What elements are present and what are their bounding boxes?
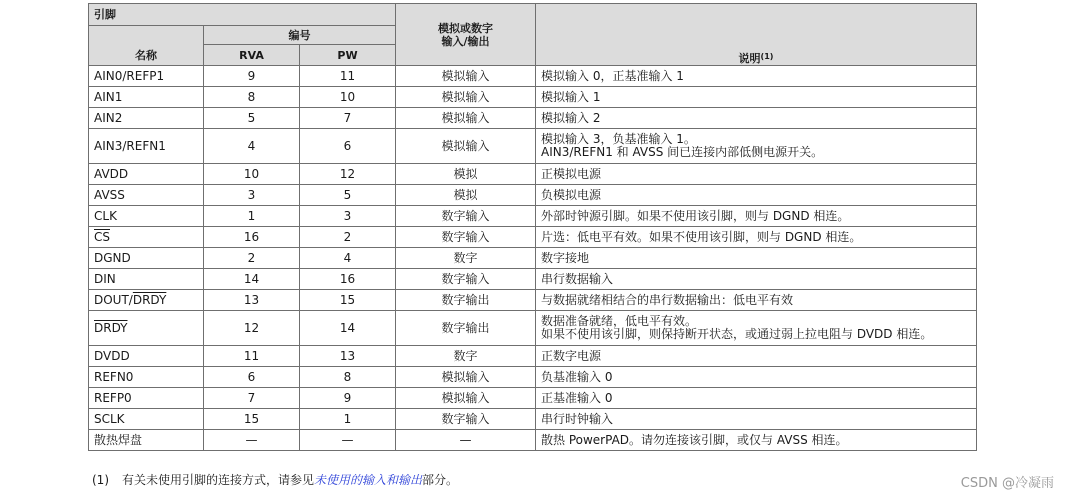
pin-name-text: AIN3/REFN1 [94,138,166,153]
pin-name [89,185,204,206]
pin-name-text: AVSS [94,187,125,202]
table-row [89,164,977,185]
pin-description [536,367,977,388]
pin-name-text: AIN1 [94,89,123,104]
pin-number-pw: 6 [300,129,396,164]
pin-name [89,269,204,290]
table-row [89,108,977,129]
pin-description [536,164,977,185]
pin-name-text: CLK [94,208,117,223]
pin-name [89,108,204,129]
pin-name [89,430,204,451]
pin-number-rva: 9 [204,66,300,87]
description-line: 散热 PowerPAD。请勿连接该引脚，或仅与 AVSS 相连。 [541,432,848,447]
pin-number-pw: 10 [300,87,396,108]
description-header-label: 说明 [738,52,761,65]
io-type: 模拟输入 [396,367,536,388]
footnote [92,471,458,488]
pin-number-pw: 5 [300,185,396,206]
pin-number-rva: 6 [204,367,300,388]
footnote-number: (1) [92,473,109,487]
pin-name-text: DRDY [94,320,128,335]
table-row [89,206,977,227]
pin-number-rva: 11 [204,346,300,367]
pin-name-text: 散热焊盘 [94,432,143,447]
table-row [89,409,977,430]
pin-name-text: AVDD [94,166,129,181]
pin-name [89,129,204,164]
io-type: 数字输入 [396,409,536,430]
description-line: AIN3/REFN1 和 AVSS 间已连接内部低侧电源开关。 [541,145,824,159]
table-row [89,129,977,164]
pin-description [536,346,977,367]
description-header [536,4,977,66]
pin-description [536,87,977,108]
description-line: 数字接地 [541,250,590,265]
io-type: 模拟输入 [396,129,536,164]
io-type: 数字输出 [396,311,536,346]
pin-number-rva: 8 [204,87,300,108]
pin-description [536,206,977,227]
io-type-header [396,4,536,66]
rva-header: RVA [204,45,300,66]
pin-number-rva: 4 [204,129,300,164]
io-type-header-line1: 模拟或数字 [438,21,493,35]
pin-description [536,108,977,129]
pin-number-pw: 3 [300,206,396,227]
description-footnote-ref: (1) [760,52,774,61]
description-line: 如果不使用该引脚，则保持断开状态，或通过弱上拉电阻与 DVDD 相连。 [541,327,933,341]
pin-name-text: REFP0 [94,390,132,405]
pin-number-rva: 1 [204,206,300,227]
table-row [89,346,977,367]
pin-number-pw: 9 [300,388,396,409]
description-line: 与数据就绪相结合的串行数据输出：低电平有效 [541,292,794,307]
pin-description [536,430,977,451]
pin-name [89,248,204,269]
pin-number-pw: 7 [300,108,396,129]
pin-number-rva: 13 [204,290,300,311]
pin-name [89,346,204,367]
table-row [89,185,977,206]
io-type: 模拟 [396,164,536,185]
pin-number-pw: 14 [300,311,396,346]
pin-name [89,409,204,430]
description-line: 模拟输入 0，正基准输入 1 [541,68,684,83]
pin-number-rva: 7 [204,388,300,409]
footnote-text-before: 有关未使用引脚的连接方式，请参见 [122,473,315,487]
pin-number-rva: 15 [204,409,300,430]
io-type: 数字输出 [396,290,536,311]
pin-description [536,185,977,206]
pin-number-rva: 3 [204,185,300,206]
description-line: 串行时钟输入 [541,411,614,426]
pin-number-rva: 5 [204,108,300,129]
watermark: CSDN @冷凝雨 [960,476,1054,491]
pin-number-rva: — [204,430,300,451]
pin-name-text: DIN [94,271,116,286]
pin-number-rva: 14 [204,269,300,290]
pin-name-text: DVDD [94,348,130,363]
pin-description [536,409,977,430]
pin-number-rva: 12 [204,311,300,346]
description-line: 串行数据输入 [541,271,614,286]
pin-name [89,290,204,311]
pin-name [89,164,204,185]
description-line: 负模拟电源 [541,187,602,202]
table-row [89,311,977,346]
pin-name [89,206,204,227]
io-type: 数字输入 [396,269,536,290]
pin-name-text: DGND [94,250,131,265]
pin-number-pw: 15 [300,290,396,311]
description-line: 模拟输入 1 [541,89,601,104]
pin-group-header: 引脚 [89,4,396,26]
table-row [89,388,977,409]
pin-name [89,87,204,108]
table-row [89,87,977,108]
io-type: — [396,430,536,451]
pin-number-rva: 2 [204,248,300,269]
description-line: 正模拟电源 [541,166,602,181]
pin-name [89,66,204,87]
pin-description [536,227,977,248]
description-line: 数据准备就绪，低电平有效。 [541,314,698,328]
pin-name-text: AIN2 [94,110,123,125]
pin-number-pw: 11 [300,66,396,87]
pin-number-pw: 1 [300,409,396,430]
description-line: 模拟输入 3，负基准输入 1。 [541,132,696,146]
pin-name [89,311,204,346]
pin-table [88,3,977,451]
pin-table-body [89,66,977,451]
table-row [89,227,977,248]
description-line: 负基准输入 0 [541,369,613,384]
description-line: 外部时钟源引脚。如果不使用该引脚，则与 DGND 相连。 [541,208,850,223]
description-line: 模拟输入 2 [541,110,601,125]
footnote-text-after: 部分。 [422,473,459,487]
description-line: 片选：低电平有效。如果不使用该引脚，则与 DGND 相连。 [541,229,862,244]
io-type: 模拟输入 [396,66,536,87]
pin-description [536,129,977,164]
pin-name [89,388,204,409]
io-type: 模拟输入 [396,388,536,409]
pin-number-pw: 2 [300,227,396,248]
description-line: 正基准输入 0 [541,390,613,405]
pin-name-text: $\overline{CS}$ [94,229,110,244]
pin-number-pw: — [300,430,396,451]
table-row [89,248,977,269]
table-row [89,269,977,290]
pw-header: PW [300,45,396,66]
table-row [89,290,977,311]
pin-name-text: REFN0 [94,369,134,384]
pin-name-text: AIN0/REFP1 [94,68,165,83]
io-type-header-line2: 输入/输出 [441,34,490,48]
name-header: 名称 [89,26,204,66]
unused-io-link[interactable]: 未使用的输入和输出 [314,473,423,487]
io-type: 模拟输入 [396,87,536,108]
table-row [89,66,977,87]
pin-name-overline: DRDY [132,292,167,307]
pin-number-rva: 16 [204,227,300,248]
pin-number-pw: 12 [300,164,396,185]
pin-description [536,248,977,269]
pin-number-pw: 8 [300,367,396,388]
pin-description [536,388,977,409]
io-type: 模拟 [396,185,536,206]
io-type: 数字输入 [396,206,536,227]
pin-number-pw: 4 [300,248,396,269]
table-row [89,367,977,388]
table-row [89,430,977,451]
pin-description [536,290,977,311]
pin-number-rva: 10 [204,164,300,185]
pin-description [536,311,977,346]
io-type: 数字 [396,346,536,367]
number-group-header: 编号 [204,26,396,45]
io-type: 数字 [396,248,536,269]
io-type: 数字输入 [396,227,536,248]
pin-name [89,227,204,248]
pin-description [536,66,977,87]
pin-number-pw: 13 [300,346,396,367]
io-type: 模拟输入 [396,108,536,129]
pin-name-prefix: DOUT/ [94,292,133,307]
pin-name-text: SCLK [94,411,125,426]
pin-description [536,269,977,290]
pin-name [89,367,204,388]
pin-number-pw: 16 [300,269,396,290]
description-line: 正数字电源 [541,348,602,363]
